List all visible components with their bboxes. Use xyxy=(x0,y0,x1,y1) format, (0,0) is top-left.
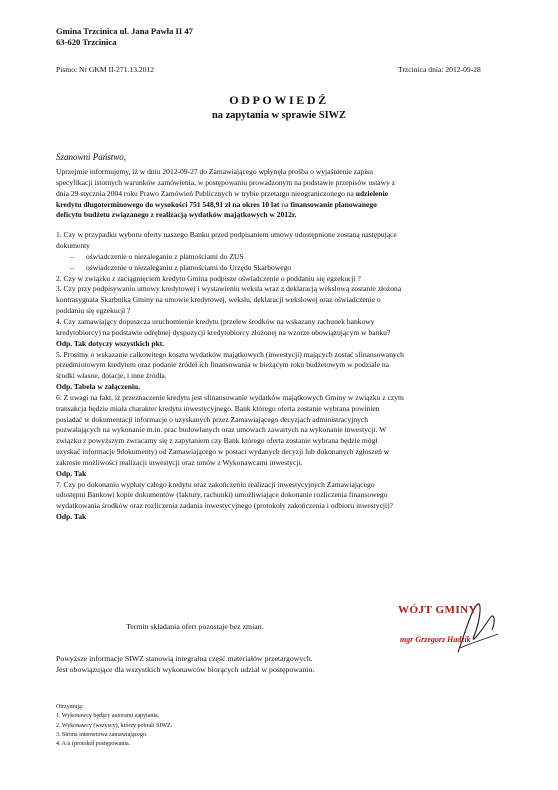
answer-5: Odp. Tabela w załączeniu. xyxy=(56,382,141,392)
question-7-cont: wydatkowania środków oraz rozliczenia zadania inwestycyjnego (protokoły zakończenia i odbioru inwestycji)? xyxy=(56,501,393,511)
stamp-title: WÓJT GMINY xyxy=(398,604,478,616)
question-1-cont: dokumenty xyxy=(56,241,90,251)
question-6-cont: pozwalających na wykonanie m.in. prac budowlanych oraz umowach zawartych na wykonanie inwestycji. W xyxy=(56,425,387,435)
question-3-cont: poddaniu się egzekucji ? xyxy=(56,306,131,316)
list-item: 2. Wykonawcy (wszyscy), którzy pobrali SIWZ. xyxy=(56,722,173,729)
list-item-text: oświadczenie o niezaleganiu z płatnościami do ZUS xyxy=(86,251,244,261)
list-item: 3. Strona internetowa zamawiającego. xyxy=(56,731,148,738)
greeting: Szanowni Państwo, xyxy=(56,152,127,162)
reference-number: Pismo: Nr GKM II-271.13.2012 xyxy=(56,65,155,74)
sender-line: 63-620 Trzcinica xyxy=(56,37,117,47)
list-item: 4. A/a (protokół postępowania. xyxy=(56,741,131,748)
answer-6: Odp. Tak xyxy=(56,468,87,478)
document-subtitle: na zapytania w sprawie SIWZ xyxy=(212,110,346,121)
question-2: 2. Czy w związku z zaciągnięciem kredytu Gmina podpisze oświadczenie o poddaniu się egzekucji ? xyxy=(56,273,361,283)
question-3-cont: kontrasygnata Skarbnika Gminy na umowie kredytowej, wekslu, deklaracji wekslowej oraz oświadczenie o xyxy=(56,295,381,305)
intro-line xyxy=(56,189,526,200)
question-5-cont: środki własne, dotacje, i inne źródła. xyxy=(56,371,167,381)
letter-body xyxy=(56,167,526,523)
question-6-cont: transakcja będzie miała charakter kredytu inwestycyjnego. Bank którego oferta zostanie wybrana powinien xyxy=(56,403,380,413)
sender-address xyxy=(56,26,193,48)
answer-4: Odp. Tak dotyczy wszystkich pkt. xyxy=(56,338,165,348)
question-6-cont: zakresie możliwości realizacji inwestycji oraz umów z Wykonawcami inwestycji. xyxy=(56,457,303,467)
intro-line: deficytu budżetu związanego z realizacją wydatków majątkowych w 2012r. xyxy=(56,210,297,220)
recipients-list xyxy=(56,703,172,749)
intro-text: na xyxy=(279,199,291,209)
question-7-cont: udostępni Bankowi kopie dokumentów (faktury, rachunki) umożliwiające dokonanie rozliczenia finansowego xyxy=(56,490,388,500)
recipients-heading: Otrzymują: xyxy=(56,704,84,710)
deadline-note: Termin składania ofert pozostaje bez zmian. xyxy=(126,622,264,631)
question-6-cont: uzyskać informacje 9dokumenty) od Zamawiającego w postaci wydanych decyzji lub dokonanych zgłoszeń w xyxy=(56,447,390,457)
list-item: 1. Wykonawcy będący autorami zapytania. xyxy=(56,713,160,720)
list-item xyxy=(56,252,526,263)
question-1: 1. Czy w przypadku wyboru oferty naszego Banku przed podpisaniem umowy udostępnione zostaną następujące xyxy=(56,230,397,240)
dash-bullet: – xyxy=(70,262,74,272)
question-7: 7. Czy po dokonaniu wypłaty całego kredytu oraz zakończeniu realizacji inwestycyjnych Zamawiającego xyxy=(56,479,375,489)
intro-line: specyfikacji istotnych warunków zamówienia, w postępowaniu prowadzonym na podstawie przepisów ustawy z xyxy=(56,177,396,187)
closing-statement xyxy=(56,653,314,675)
question-3: 3. Czy przy podpisywaniu umowy kredytowej i wystawieniu weksla wraz z deklaracją wekslową zostanie złożona xyxy=(56,284,402,294)
question-5: 5. Prosimy o wskazanie całkowitego kosztu wydatków majątkowych (inwestycji) mających zostać sfinansowanych xyxy=(56,349,404,359)
closing-line: Powyższe informacje SIWZ stanowią integralna część materiałów przetargowych. xyxy=(56,654,313,663)
question-6: 6. Z uwagi na fakt, iż przeznaczenie kredytu jest sfinansowanie wydatków majątkowych Gminy w związku z czym xyxy=(56,392,404,402)
dash-bullet: – xyxy=(70,251,74,261)
question-4: 4. Czy zamawiający dopuszcza uruchomienie kredytu (przelew środków na wskazany rachunek bankowy xyxy=(56,316,375,326)
question-4-cont: kredytobiorcy) na podstawie odrębnej dyspozycji kredytobiorcy złożonej na wzorze obowiązującym w banku? xyxy=(56,327,391,337)
stamp-name: mgr Grzegorz Hadzik xyxy=(400,635,471,644)
intro-line: Uprzejmie informujemy, iż w dniu 2012-09-27 do Zamawiającego wpłynęła prośba o wyjaśnienie zapisu xyxy=(56,167,374,176)
list-item xyxy=(56,263,526,274)
intro-line xyxy=(56,200,526,211)
closing-line: Jest obowiązujące dla wszystkich wykonawców biorących udział w postępowaniu. xyxy=(56,665,315,674)
letter-date: Trzcinica dnia: 2012-09-28 xyxy=(398,65,481,74)
list-item-text: oświadczenie o niezaleganiu z płatnościami do Urzędu Skarbowego xyxy=(86,262,292,272)
question-5-cont: przedmiotowym kredytem oraz podanie źródeł ich finansowania w bieżącym roku budżetowym w podziale na xyxy=(56,360,389,370)
intro-text: dnia 29 stycznia 2004 roku Prawo Zamówień Publicznych w trybie przetargu nieograniczonego na xyxy=(56,188,356,198)
intro-bold: kredytu długoterminowego do wysokości 751 548,91 zł na okres 10 lat xyxy=(56,199,280,209)
sender-line: Gmina Trzcinica ul. Jana Pawła II 47 xyxy=(56,26,193,36)
question-6-cont: posiadać w dokumentacji informacje o uzyskanych przez Zamawiającego decyzjach administracyjnych xyxy=(56,414,369,424)
question-6-cont: związku z powyższym zwracamy się z zapytaniem czy Bank którego oferta zostanie wybrana będzie mógł xyxy=(56,436,378,446)
intro-bold: udzielenie xyxy=(355,188,389,198)
intro-bold: finansowanie planowanego xyxy=(290,199,377,209)
document-title: ODPOWIEDŹ xyxy=(229,93,329,107)
answer-7: Odp. Tak xyxy=(56,512,87,522)
